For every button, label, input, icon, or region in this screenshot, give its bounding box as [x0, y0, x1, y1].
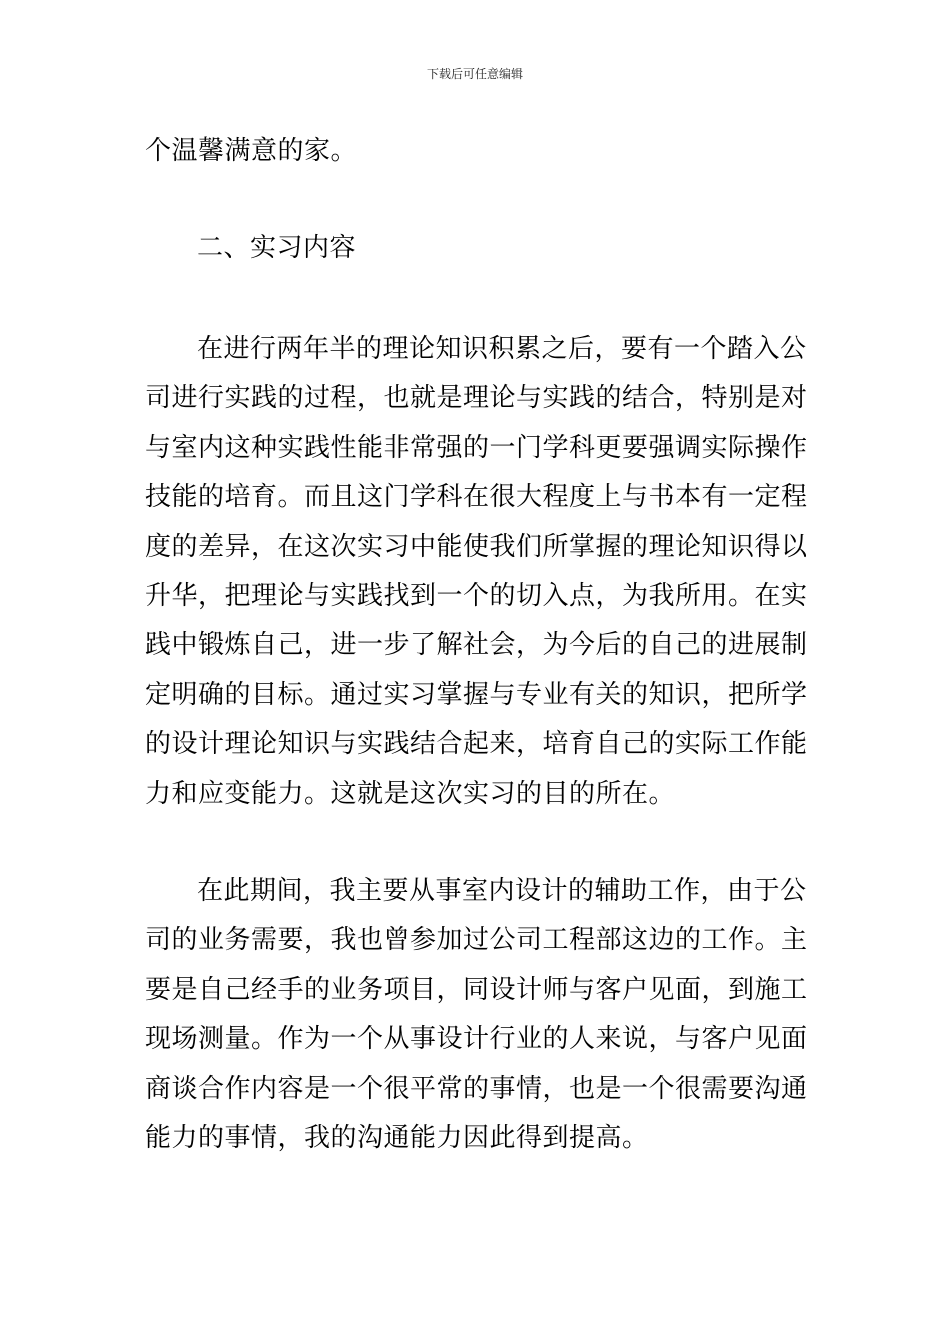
text-line: 力和应变能力。这就是这次实习的目的所在。	[145, 778, 676, 809]
text-line: 能力的事情，我的沟通能力因此得到提高。	[145, 1122, 649, 1153]
text-line: 升华，把理论与实践找到一个的切入点，为我所用。在实	[145, 580, 808, 611]
paragraph-2	[145, 867, 807, 1163]
section-heading	[145, 224, 807, 273]
text-line: 在此期间，我主要从事室内设计的辅助工作，由于公	[197, 876, 807, 906]
section-heading-text: 二、实习内容	[197, 233, 357, 263]
text-line: 定明确的目标。通过实习掌握与专业有关的知识，把所学	[145, 679, 808, 710]
text-line: 商谈合作内容是一个很平常的事情，也是一个很需要沟通	[145, 1073, 808, 1104]
page-header: 下载后可任意编辑	[426, 67, 523, 81]
text-line: 技能的培育。而且这门学科在很大程度上与书本有一定程	[145, 482, 808, 513]
text-line: 与室内这种实践性能非常强的一门学科更要强调实际操作	[145, 432, 808, 463]
paragraph-1	[145, 325, 807, 819]
text-line: 在进行两年半的理论知识积累之后，要有一个踏入公	[197, 334, 807, 364]
carry-over-line	[145, 127, 807, 176]
text-line: 司进行实践的过程，也就是理论与实践的结合，特别是对	[145, 383, 808, 414]
text-line: 司的业务需要，我也曾参加过公司工程部这边的工作。主	[145, 925, 808, 956]
text-line: 度的差异，在这次实习中能使我们所掌握的理论知识得以	[145, 531, 808, 562]
text-line: 要是自己经手的业务项目，同设计师与客户见面，到施工	[145, 974, 808, 1005]
text-line: 个温馨满意的家。	[145, 136, 358, 166]
text-line: 践中锻炼自己，进一步了解社会，为今后的自己的进展制	[145, 630, 808, 661]
text-line: 的设计理论知识与实践结合起来，培育自己的实际工作能	[145, 729, 808, 760]
text-line: 现场测量。作为一个从事设计行业的人来说，与客户见面	[145, 1024, 808, 1055]
